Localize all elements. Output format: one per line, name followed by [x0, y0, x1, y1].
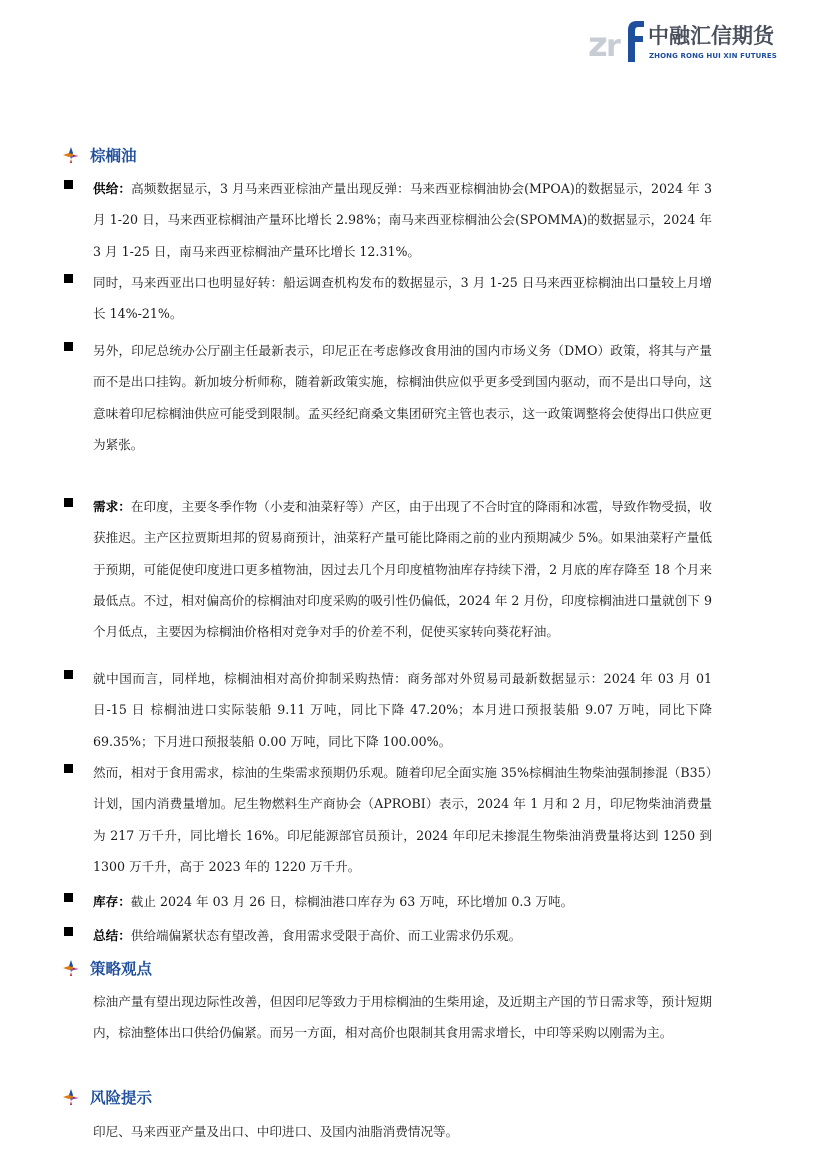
svg-text:r: r: [606, 29, 621, 64]
bullet-text: 截止 2024 年 03 月 26 日，棕榈油港口库存为 63 万吨，环比增加 0.3 万吨。: [130, 894, 574, 909]
risk-paragraph: 印尼、马来西亚产量及出口、中印进口、及国内油脂消费情况等。: [93, 1124, 459, 1139]
bullet-square-icon: [64, 498, 73, 507]
section-marker-icon: [62, 1088, 80, 1106]
bullet-label: 供给：: [93, 181, 132, 196]
bullet-demand: [62, 491, 712, 647]
bullet-square-icon: [64, 180, 73, 189]
strategy-paragraph: 棕油产量有望出现边际性改善，但因印尼等致力于用棕榈油的生柴用途，及近期主产国的节日需求等，预计短期内，棕油整体出口供给仍偏紧。而另一方面，相对高价也限制其食用需求增长，中印等采购以刚需为主。: [93, 994, 712, 1041]
bullet-text: 高频数据显示，3 月马来西亚棕油产量出现反弹：马来西亚棕榈油协会(MPOA)的数据显示，2024 年 3 月 1-20 日，马来西亚棕榈油产量环比增长 2.98%；南马来西亚棕榈油公会(SPOMMA)的数据显示，2024 年 3 月 1-25 日，南马来西亚棕榈油产量环比增长 12.31%。: [93, 181, 712, 259]
bullet-indonesia-dmo: [62, 335, 712, 460]
bullet-text: 供给端偏紧状态有望改善，食用需求受限于高价、而工业需求仍乐观。: [130, 928, 522, 943]
section-title: 风险提示: [90, 1089, 153, 1107]
logo-chinese-name: 中融汇信期货: [648, 24, 774, 48]
bullet-label: 需求：: [93, 499, 131, 514]
bullet-summary: [62, 920, 712, 951]
section-title: 棕榈油: [90, 147, 137, 165]
section-heading-palm-oil: [62, 142, 137, 168]
bullet-square-icon: [64, 893, 73, 902]
section-title: 策略观点: [90, 960, 153, 978]
bullet-text: 同时，马来西亚出口也明显好转：船运调查机构发布的数据显示，3 月 1-25 日马来西亚棕榈油出口量较上月增长 14%-21%。: [93, 275, 712, 322]
bullet-text: 在印度，主要冬季作物（小麦和油菜籽等）产区，由于出现了不合时宜的降雨和冰雹，导致作物受损，收获推迟。主产区拉贾斯坦邦的贸易商预计，油菜籽产量可能比降雨之前的业内预期减少 5%。如果油菜籽产量低于预期，可能促使印度进口更多植物油，因过去几个月印度植物油库存持续下滑，2 月底的库存降至 18 个月来最低点。不过，相对偏高价的棕榈油对印度采购的吸引性仍偏低，2024 年 2 月份，印度棕榈油进口量就创下 9 个月低点，主要因为棕榈油价格相对竞争对手的价差不利，促使买家转向葵花籽油。: [93, 499, 713, 640]
svg-text:z: z: [588, 25, 608, 64]
bullet-text: 另外，印尼总统办公厅副主任最新表示，印尼正在考虑修改食用油的国内市场义务（DMO）政策，将其与产量而不是出口挂钩。新加坡分析师称，随着新政策实施，棕榈油供应似乎更多受到国内驱动，而不是出口导向，这意味着印尼棕榈油供应可能受到限制。孟买经纪商桑文集团研究主管也表示，这一政策调整将会使得出口供应更为紧张。: [93, 343, 712, 452]
section-marker-icon: [62, 146, 80, 164]
bullet-square-icon: [64, 764, 73, 773]
bullet-inventory: [62, 886, 712, 917]
bullet-china-imports: [62, 663, 712, 757]
section-marker-icon: [62, 959, 80, 977]
bullet-label: 库存：: [93, 894, 131, 909]
bullet-biodiesel: [62, 757, 712, 882]
bullet-malaysia-export: [62, 267, 712, 330]
section-heading-strategy: [62, 955, 152, 981]
bullet-supply: [62, 173, 712, 267]
logo-mark-icon: [588, 18, 646, 64]
bullet-square-icon: [64, 342, 73, 351]
company-logo: [588, 18, 788, 64]
bullet-square-icon: [64, 670, 73, 679]
bullet-square-icon: [64, 927, 73, 936]
bullet-text: 就中国而言，同样地，棕榈油相对高价抑制采购热情：商务部对外贸易司最新数据显示：2024 年 03 月 01 日-15 日 棕榈油进口实际装船 9.11 万吨，同比下降 47.20%；本月进口预报装船 9.07 万吨，同比下降 69.35%；下月进口预报装船 0.00 万吨，同比下降 100.00%。: [93, 671, 712, 749]
bullet-text: 然而，相对于食用需求，棕油的生柴需求预期仍乐观。随着印尼全面实施 35%棕榈油生物柴油强制掺混（B35）计划，国内消费量增加。尼生物燃料生产商协会（APROBI）表示，2024 年 1 月和 2 月，印尼物柴油消费量为 217 万千升，同比增长 16%。印尼能源部官员预计，2024 年印尼未掺混生物柴油消费量将达到 1250 到 1300 万千升，高于 2023 年的 1220 万千升。: [93, 765, 712, 874]
bullet-square-icon: [64, 274, 73, 283]
logo-english-name: ZHONG RONG HUI XIN FUTURES: [649, 52, 777, 60]
bullet-label: 总结：: [93, 928, 131, 943]
section-heading-risk: [62, 1084, 152, 1110]
